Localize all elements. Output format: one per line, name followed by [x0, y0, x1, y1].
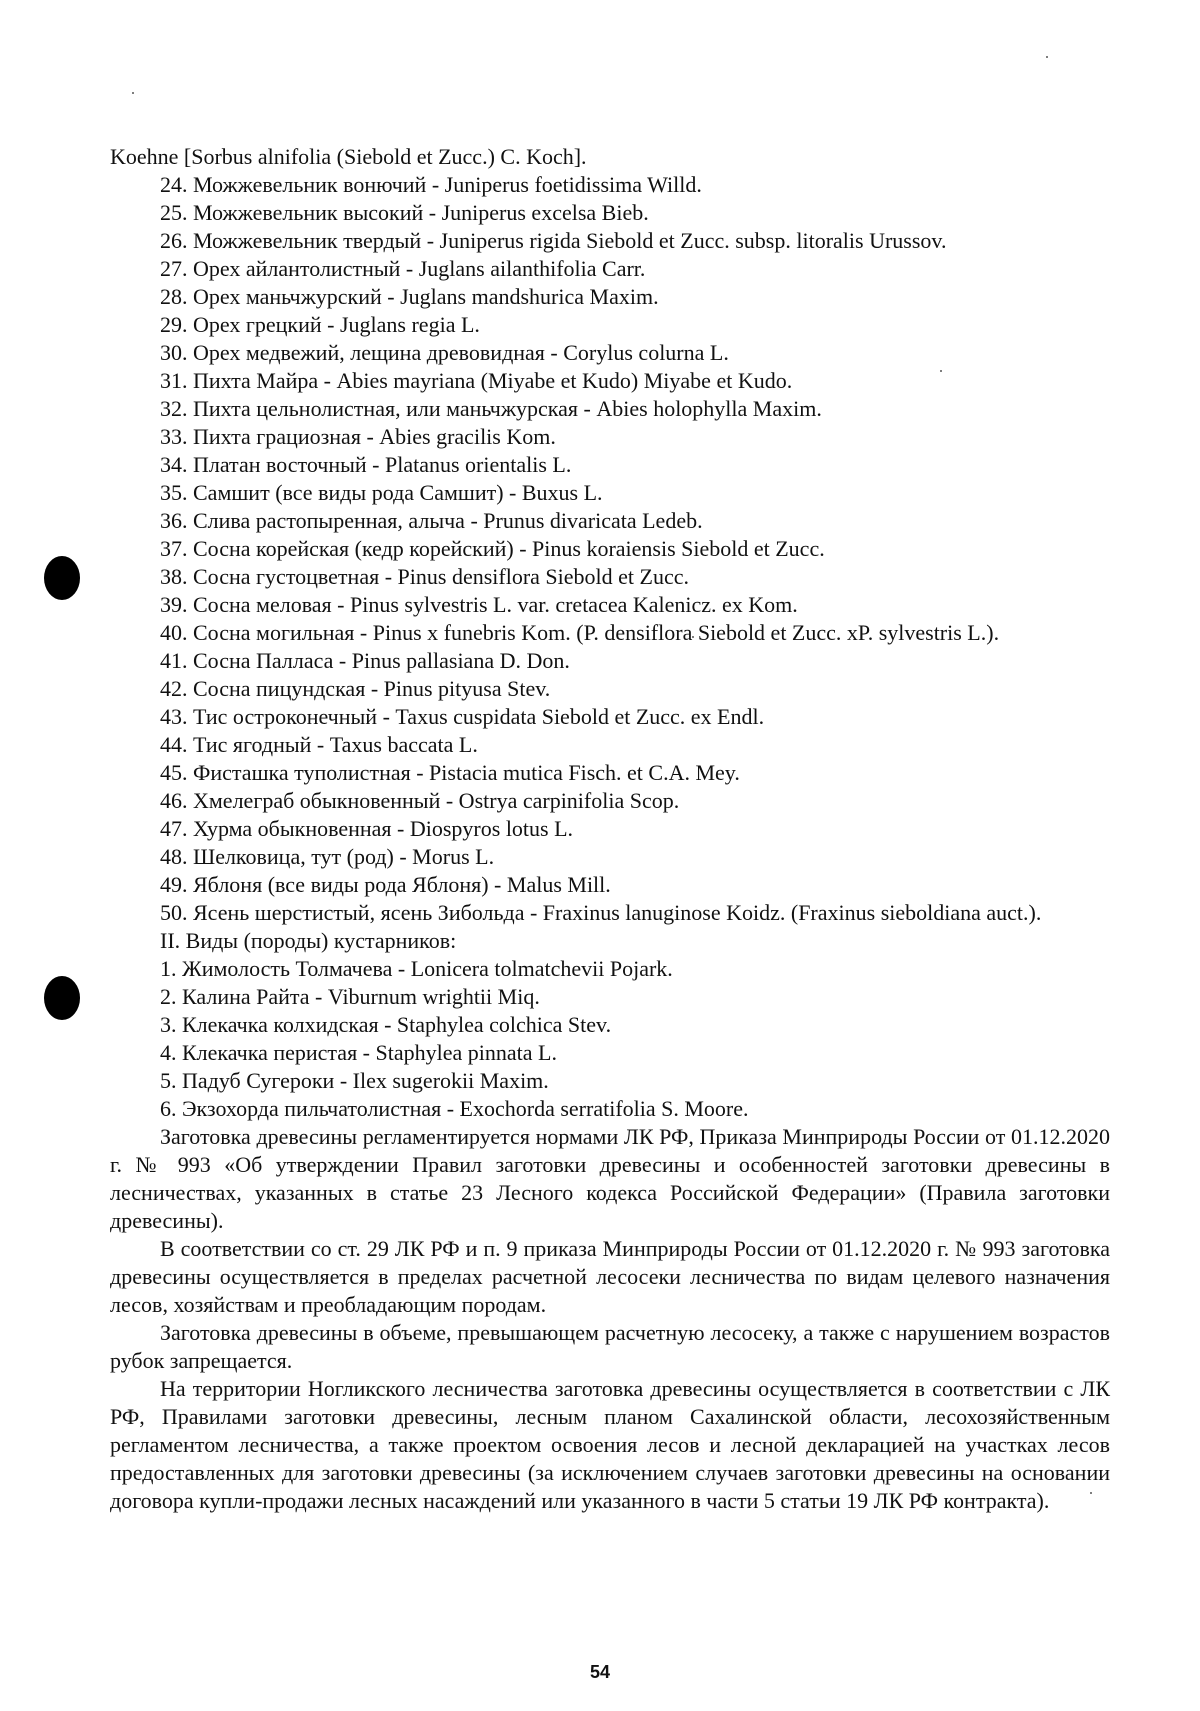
list-item: 40. Сосна могильная - Pinus x funebris Kom. (P. densiflora Siebold et Zucc. xP. sylvestris L.).	[160, 620, 1000, 645]
list-item: 30. Орех медвежий, лещина древовидная - Corylus colurna L.	[160, 340, 729, 365]
punch-hole	[44, 556, 80, 600]
document-body	[110, 143, 1110, 1515]
paragraph: Заготовка древесины регламентируется нормами ЛК РФ, Приказа Минприроды России от 01.12.2020 г. № 993 «Об утверждении Правил заготовки древесины и особенностей заготовки древесины в лесничествах, указанных в статье 23 Лесного кодекса Российской Федерации» (Правила заготовки древесины).	[110, 1124, 1110, 1233]
list-item: 46. Хмелеграб обыкновенный - Ostrya carpinifolia Scop.	[160, 788, 680, 813]
list-item: 6. Экзохорда пильчатолистная - Exochorda serratifolia S. Moore.	[160, 1096, 749, 1121]
list-item: 38. Сосна густоцветная - Pinus densiflora Siebold et Zucc.	[160, 564, 689, 589]
list-item: 33. Пихта грациозная - Abies gracilis Kom.	[160, 424, 556, 449]
list-item: 28. Орех маньчжурский - Juglans mandshurica Maxim.	[160, 284, 659, 309]
paragraph: Заготовка древесины в объеме, превышающем расчетную лесосеку, а также с нарушением возрастов рубок запрещается.	[110, 1320, 1110, 1373]
list-item: 36. Слива растопыренная, алыча - Prunus divaricata Ledeb.	[160, 508, 703, 533]
list-item: II. Виды (породы) кустарников:	[160, 928, 457, 953]
list-item: 34. Платан восточный - Platanus orientalis L.	[160, 452, 572, 477]
list-item: 3. Клекачка колхидская - Staphylea colchica Stev.	[160, 1012, 612, 1037]
list-item: 37. Сосна корейская (кедр корейский) - Pinus koraiensis Siebold et Zucc.	[160, 536, 825, 561]
list-item: 24. Можжевельник вонючий - Juniperus foetidissima Willd.	[160, 172, 702, 197]
list-item: 2. Калина Райта - Viburnum wrightii Miq.	[160, 984, 540, 1009]
list-item: 39. Сосна меловая - Pinus sylvestris L. var. cretacea Kalenicz. ex Kom.	[160, 592, 798, 617]
page-number: 54	[589, 1662, 611, 1682]
list-item: 29. Орех грецкий - Juglans regia L.	[160, 312, 480, 337]
list-item: 48. Шелковица, тут (род) - Morus L.	[160, 844, 495, 869]
list-item: 41. Сосна Палласа - Pinus pallasiana D. Don.	[160, 648, 570, 673]
list-item: 49. Яблоня (все виды рода Яблоня) - Malus Mill.	[160, 872, 611, 897]
list-item: 5. Падуб Сугероки - Ilex sugerokii Maxim.	[160, 1068, 549, 1093]
list-item: 44. Тис ягодный - Taxus baccata L.	[160, 732, 478, 757]
list-item: 47. Хурма обыкновенная - Diospyros lotus L.	[160, 816, 574, 841]
body-paragraphs	[110, 1123, 1110, 1515]
list-item: 4. Клекачка перистая - Staphylea pinnata L.	[160, 1040, 557, 1065]
list-item: 27. Орех айлантолистный - Juglans ailanthifolia Carr.	[160, 256, 646, 281]
list-item: 35. Самшит (все виды рода Самшит) - Buxus L.	[160, 480, 603, 505]
list-item: 42. Сосна пицундская - Pinus pityusa Stev.	[160, 676, 551, 701]
list-item: 25. Можжевельник высокий - Juniperus excelsa Bieb.	[160, 200, 649, 225]
list-item: 50. Ясень шерстистый, ясень Зибольда - Fraxinus lanuginose Koidz. (Fraxinus sieboldiana auct.).	[160, 900, 1042, 925]
paragraph: В соответствии со ст. 29 ЛК РФ и п. 9 приказа Минприроды России от 01.12.2020 г. № 993 заготовка древесины осуществляется в пределах расчетной лесосеки лесничества по видам целевого назначения лесов, хозяйствам и преобладающим породам.	[110, 1236, 1110, 1317]
list-item: 1. Жимолость Толмачева - Lonicera tolmatchevii Pojark.	[160, 956, 673, 981]
punch-hole	[44, 976, 80, 1020]
list-item: 31. Пихта Майра - Abies mayriana (Miyabe et Kudo) Miyabe et Kudo.	[160, 368, 793, 393]
continuation-line: Koehne [Sorbus alnifolia (Siebold et Zucc.) C. Koch].	[110, 144, 587, 169]
scan-speck	[132, 92, 134, 94]
paragraph: На территории Ногликского лесничества заготовка древесины осуществляется в соответствии с ЛК РФ, Правилами заготовки древесины, лесным планом Сахалинской области, лесохозяйственным регламентом лесничества, а также проектом освоения лесов и лесной декларацией на участках лесов предоставленных для заготовки древесины (за исключением случаев заготовки древесины на основании договора купли-продажи лесных насаждений или указанного в части 5 статьи 19 ЛК РФ контракта).	[110, 1376, 1110, 1513]
list-item: 26. Можжевельник твердый - Juniperus rigida Siebold et Zucc. subsp. litoralis Urussov.	[160, 228, 947, 253]
scan-speck	[1046, 56, 1048, 58]
list-item: 43. Тис остроконечный - Taxus cuspidata Siebold et Zucc. ex Endl.	[160, 704, 765, 729]
list-item: 32. Пихта цельнолистная, или маньчжурская - Abies holophylla Maxim.	[160, 396, 822, 421]
species-list	[110, 171, 1110, 1123]
list-item: 45. Фисташка туполистная - Pistacia mutica Fisch. et C.A. Mey.	[160, 760, 740, 785]
